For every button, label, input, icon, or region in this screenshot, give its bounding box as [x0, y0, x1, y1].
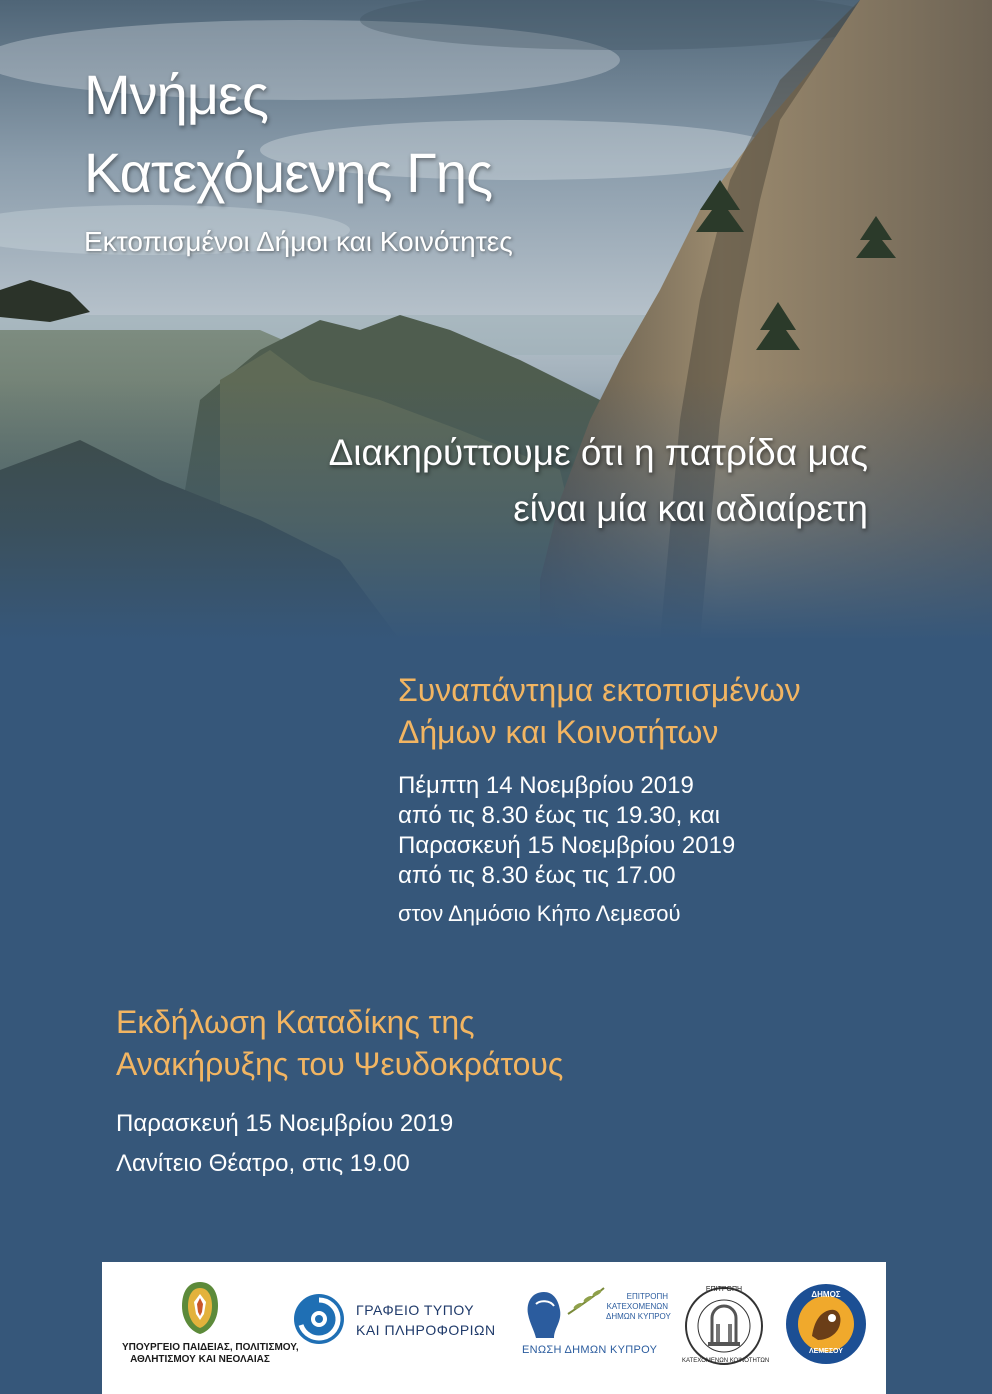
- ministry-name-line-1: ΥΠΟΥΡΓΕΙΟ ΠΑΙΔΕΙΑΣ, ΠΟΛΙΤΙΣΜΟΥ,: [122, 1342, 299, 1353]
- sponsor-logos-footer: [102, 1262, 886, 1394]
- committee-seal-top: ΕΠΙΤΡΟΠΗ: [705, 1286, 743, 1293]
- limassol-seal-top: ΔΗΜΟΣ: [811, 1290, 841, 1299]
- ministry-logo: [122, 1280, 299, 1380]
- declaration-line-1: Διακηρύττουμε ότι η πατρίδα μας: [328, 432, 868, 473]
- union-committee-line-2: ΚΑΤΕΧΟΜΕΝΩΝ: [606, 1302, 668, 1311]
- cyprus-emblem-icon: [178, 1280, 222, 1336]
- event1-date-line-1: Πέμπτη 14 Νοεμβρίου 2019: [398, 772, 694, 799]
- union-name: ΕΝΩΣΗ ΔΗΜΩΝ ΚΥΠΡΟΥ: [522, 1344, 658, 1356]
- declaration-line-2: είναι μία και αδιαίρετη: [513, 488, 868, 529]
- event2-title-line-1: Εκδήλωση Καταδίκης της: [116, 1004, 475, 1040]
- event1-date-line-4: από τις 8.30 έως τις 17.00: [398, 862, 676, 889]
- limassol-seal-bottom: ΛΕΜΕΣΟΥ: [809, 1348, 843, 1355]
- event2-date: Παρασκευή 15 Νοεμβρίου 2019: [116, 1110, 454, 1137]
- event1-date-line-3: Παρασκευή 15 Νοεμβρίου 2019: [398, 832, 736, 859]
- press-office-emblem-icon: [292, 1292, 346, 1346]
- event1-venue: στον Δημόσιο Κήπο Λεμεσού: [398, 901, 681, 926]
- union-committee-line-1: ΕΠΙΤΡΟΠΗ: [626, 1292, 668, 1301]
- event1-date-line-2: από τις 8.30 έως τις 19.30, και: [398, 802, 720, 829]
- event1-title-line-1: Συναπάντημα εκτοπισμένων: [398, 672, 801, 708]
- limassol-municipality-seal: [784, 1282, 868, 1372]
- event1-title-line-2: Δήμων και Κοινοτήτων: [398, 714, 719, 750]
- committee-seal-ring: ΚΑΤΕΧΟΜΕΝΩΝ ΚΟΙΝΟΤΗΤΩΝ: [682, 1358, 770, 1364]
- title-line-2: Κατεχόμενης Γης: [84, 141, 493, 204]
- union-committee-line-3: ΔΗΜΩΝ ΚΥΠΡΟΥ: [606, 1312, 671, 1321]
- ministry-name-line-2: ΑΘΛΗΤΙΣΜΟΥ ΚΑΙ ΝΕΟΛΑΙΑΣ: [130, 1354, 270, 1365]
- event2-title-line-2: Ανακήρυξης του Ψευδοκράτους: [116, 1046, 564, 1082]
- title-line-1: Μνήμες: [84, 63, 269, 126]
- press-office-line-1: ΓΡΑΦΕΙΟ ΤΥΠΟΥ: [356, 1302, 475, 1318]
- olive-branch-icon: [566, 1286, 606, 1316]
- press-office-line-2: ΚΑΙ ΠΛΗΡΟΦΟΡΙΩΝ: [356, 1322, 496, 1338]
- ancient-head-icon: [522, 1290, 566, 1342]
- occupied-communities-committee-seal: [682, 1280, 770, 1372]
- press-office-logo: [292, 1292, 502, 1352]
- union-of-municipalities-logo: [522, 1286, 674, 1366]
- subtitle: Εκτοπισμένοι Δήμοι και Κοινότητες: [84, 226, 513, 257]
- event2-venue: Λανίτειο Θέατρο, στις 19.00: [116, 1150, 410, 1177]
